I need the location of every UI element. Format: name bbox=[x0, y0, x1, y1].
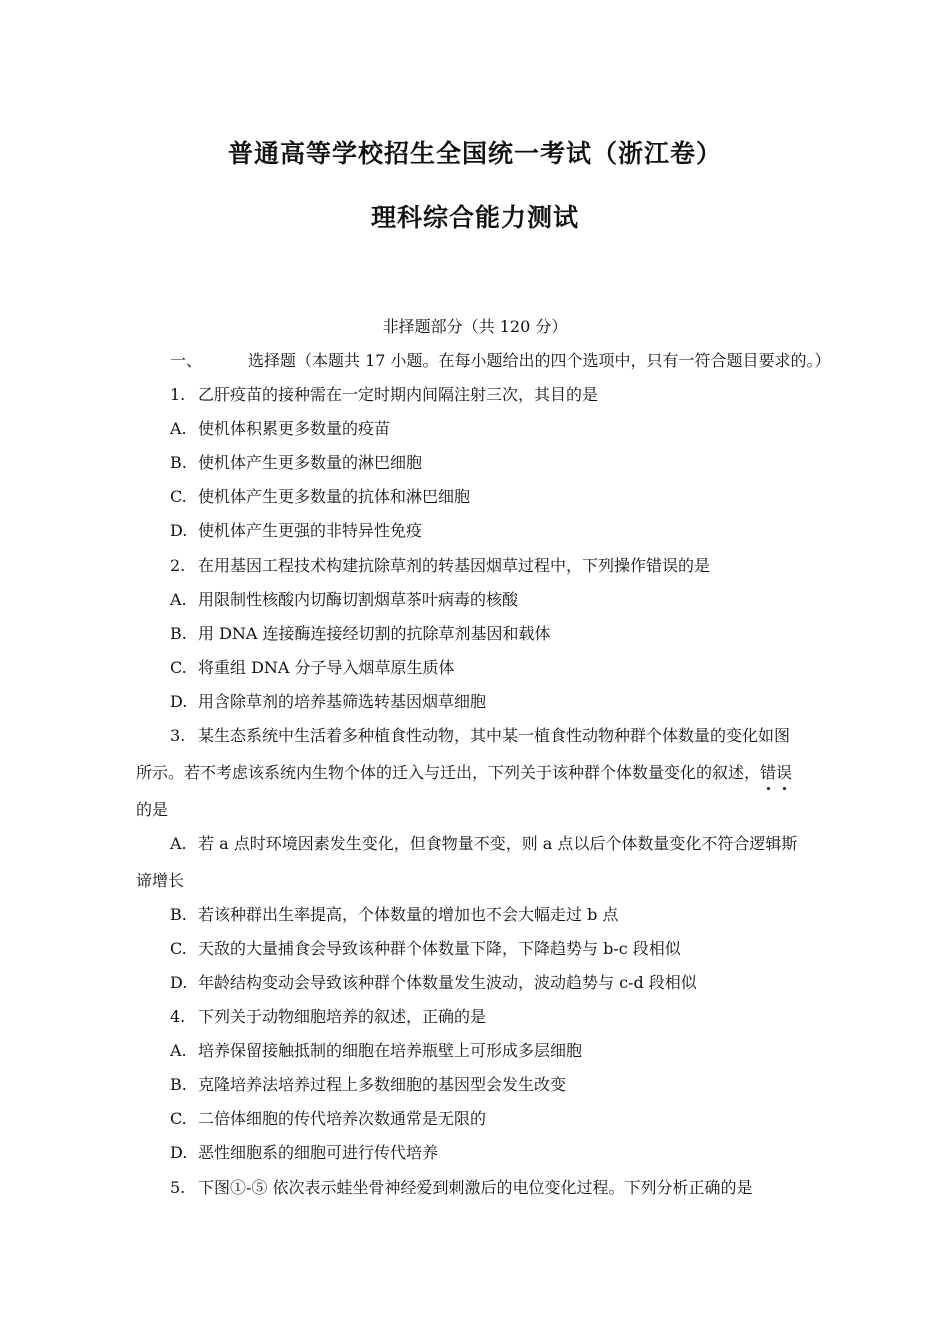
part-heading bbox=[170, 350, 831, 372]
question-3-stem-line-2 bbox=[136, 762, 792, 784]
option-letter: C. bbox=[170, 939, 187, 958]
emphasis-dot bbox=[767, 787, 770, 790]
question-text: 下图①-⑤ 依次表示蛙坐骨神经爱到刺激后的电位变化过程。下列分析正确的是 bbox=[198, 1178, 753, 1197]
question-number: 4. bbox=[170, 1007, 186, 1026]
option-text: 若该种群出生率提高，个体数量的增加也不会大幅走过 b 点 bbox=[198, 905, 619, 924]
option-letter: C. bbox=[170, 487, 187, 506]
question-text: 所示。若不考虑该系统内生物个体的迁入与迁出，下列关于该种群个体数量变化的叙述， bbox=[136, 763, 761, 782]
option-text: 克隆培养法培养过程上多数细胞的基因型会发生改变 bbox=[198, 1075, 567, 1094]
option-letter: A. bbox=[170, 1041, 187, 1060]
option-text: 天敌的大量捕食会导致该种群个体数量下降，下降趋势与 b-c 段相似 bbox=[198, 939, 681, 958]
option-text: 将重组 DNA 分子导入烟草原生质体 bbox=[198, 658, 455, 677]
option-text: 二倍体细胞的传代培养次数通常是无限的 bbox=[198, 1109, 487, 1128]
question-2-option-d bbox=[170, 691, 486, 713]
option-text: 用 DNA 连接酶连接经切割的抗除草剂基因和载体 bbox=[198, 624, 551, 643]
question-4-option-d bbox=[170, 1142, 438, 1164]
question-2-option-b bbox=[170, 623, 551, 645]
option-letter: A. bbox=[170, 419, 187, 438]
question-4-option-a bbox=[170, 1040, 582, 1062]
question-3-stem-line-1 bbox=[170, 725, 790, 747]
question-3-option-c bbox=[170, 938, 681, 960]
option-letter: C. bbox=[170, 1109, 187, 1128]
option-letter: D. bbox=[170, 973, 188, 992]
option-text: 培养保留接触抵制的细胞在培养瓶壁上可形成多层细胞 bbox=[198, 1041, 583, 1060]
option-text: 恶性细胞系的细胞可进行传代培养 bbox=[198, 1143, 439, 1162]
option-text: 用限制性核酸内切酶切割烟草茶叶病毒的核酸 bbox=[198, 590, 519, 609]
part-instructions: 选择题（本题共 17 小题。在每小题给出的四个选项中，只有一符合题目要求的。） bbox=[248, 351, 831, 370]
option-letter: B. bbox=[170, 1075, 187, 1094]
question-3-stem-line-3: 的是 bbox=[136, 800, 169, 819]
question-number: 5. bbox=[170, 1178, 186, 1197]
question-4-stem bbox=[170, 1006, 486, 1028]
option-letter: D. bbox=[170, 1143, 188, 1162]
question-1-option-c bbox=[170, 486, 470, 508]
question-4-option-c bbox=[170, 1108, 486, 1130]
question-text: 乙肝疫苗的接种需在一定时期内间隔注射三次，其目的是 bbox=[198, 385, 599, 404]
emphasis-dot bbox=[783, 787, 786, 790]
option-text: 年龄结构变动会导致该种群个体数量发生波动，波动趋势与 c-d 段相似 bbox=[198, 973, 697, 992]
question-5-stem bbox=[170, 1177, 753, 1199]
option-letter: A. bbox=[170, 834, 187, 853]
part-number: 一、 bbox=[170, 351, 203, 370]
exam-title: 普通高等学校招生全国统一考试（浙江卷） bbox=[227, 139, 722, 168]
question-2-option-a bbox=[170, 589, 518, 611]
option-letter: B. bbox=[170, 905, 187, 924]
section-heading: 非择题部分（共 120 分） bbox=[382, 317, 568, 336]
option-letter: A. bbox=[170, 590, 187, 609]
question-1-option-a bbox=[170, 418, 390, 440]
question-3-option-b bbox=[170, 904, 618, 926]
option-letter: B. bbox=[170, 453, 187, 472]
option-letter: D. bbox=[170, 521, 188, 540]
question-3-option-d bbox=[170, 972, 697, 994]
question-text: 下列关于动物细胞培养的叙述，正确的是 bbox=[198, 1007, 487, 1026]
question-1-option-d bbox=[170, 520, 422, 542]
option-text: 使机体积累更多数量的疫苗 bbox=[198, 419, 391, 438]
option-text: 若 a 点时环境因素发生变化，但食物量不变，则 a 点以后个体数量变化不符合逻辑斯 bbox=[198, 834, 798, 853]
question-text: 某生态系统中生活着多种植食性动物，其中某一植食性动物种群个体数量的变化如图 bbox=[198, 726, 791, 745]
question-text: 在用基因工程技术构建抗除草剂的转基因烟草过程中，下列操作错误的是 bbox=[198, 556, 711, 575]
option-text: 使机体产生更强的非特异性免疫 bbox=[198, 521, 423, 540]
question-3-option-a bbox=[170, 833, 797, 855]
question-number: 2. bbox=[170, 556, 186, 575]
option-text: 使机体产生更多数量的抗体和淋巴细胞 bbox=[198, 487, 471, 506]
option-letter: B. bbox=[170, 624, 187, 643]
question-3-option-a-continued: 谛增长 bbox=[136, 871, 185, 890]
emphasized-word: 错误 bbox=[760, 763, 792, 782]
question-4-option-b bbox=[170, 1074, 566, 1096]
option-text: 使机体产生更多数量的淋巴细胞 bbox=[198, 453, 423, 472]
question-1-stem bbox=[170, 384, 598, 406]
question-2-option-c bbox=[170, 657, 455, 679]
question-1-option-b bbox=[170, 452, 422, 474]
question-number: 3. bbox=[170, 726, 186, 745]
option-letter: D. bbox=[170, 692, 188, 711]
option-letter: C. bbox=[170, 658, 187, 677]
question-2-stem bbox=[170, 555, 710, 577]
exam-subtitle: 理科综合能力测试 bbox=[370, 203, 579, 232]
option-text: 用含除草剂的培养基筛选转基因烟草细胞 bbox=[198, 692, 487, 711]
question-number: 1. bbox=[170, 385, 186, 404]
